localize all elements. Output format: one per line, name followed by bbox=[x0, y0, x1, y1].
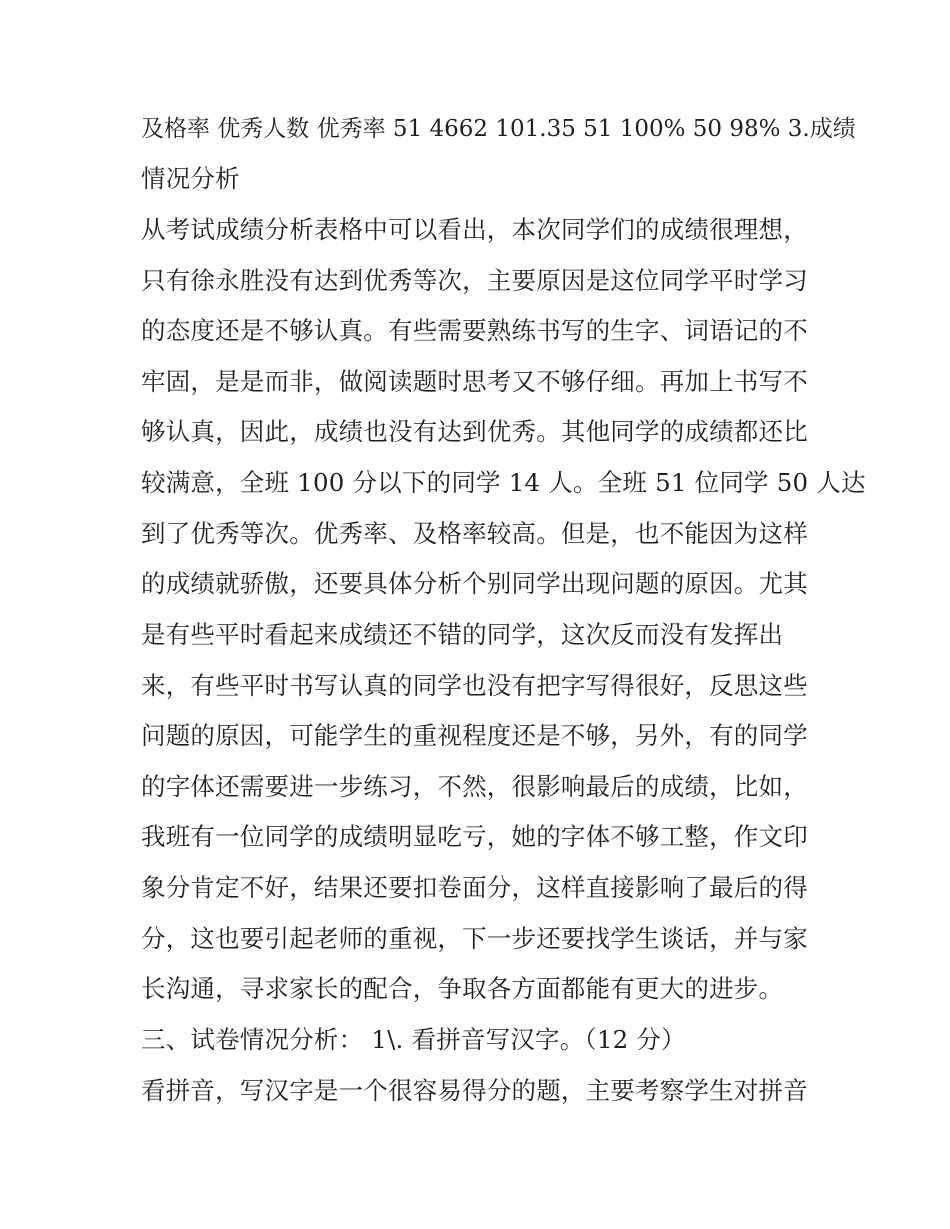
text-line: 象分肯定不好，结果还要扣卷面分，这样直接影响了最后的得 bbox=[141, 873, 808, 902]
text-line: 的态度还是不够认真。有些需要熟练书写的生字、词语记的不 bbox=[141, 316, 808, 345]
text-line: 到了优秀等次。优秀率、及格率较高。但是，也不能因为这样 bbox=[141, 519, 808, 548]
text-line: 问题的原因，可能学生的重视程度还是不够，另外，有的同学 bbox=[141, 721, 808, 750]
text-line: 的字体还需要进一步练习，不然，很影响最后的成绩，比如， bbox=[141, 772, 808, 801]
text-line: 我班有一位同学的成绩明显吃亏，她的字体不够工整，作文印 bbox=[141, 822, 808, 851]
text-line: 及格率 优秀人数 优秀率 51 4662 101.35 51 100% 50 98% 3.成绩 bbox=[141, 116, 856, 142]
text-line: 情况分析 bbox=[141, 164, 240, 193]
text-line: 够认真，因此，成绩也没有达到优秀。其他同学的成绩都还比 bbox=[141, 417, 808, 446]
section-heading: 三、试卷情况分析： 1\. 看拼音写汉字。（12 分） bbox=[141, 1025, 686, 1054]
text-line: 的成绩就骄傲，还要具体分析个别同学出现问题的原因。尤其 bbox=[141, 569, 808, 598]
text-line: 长沟通，寻求家长的配合，争取各方面都能有更大的进步。 bbox=[141, 974, 784, 1003]
text-line: 较满意，全班 100 分以下的同学 14 人。全班 51 位同学 50 人达 bbox=[141, 468, 866, 497]
text-line: 牢固，是是而非，做阅读题时思考又不够仔细。再加上书写不 bbox=[141, 367, 808, 396]
text-line: 只有徐永胜没有达到优秀等次，主要原因是这位同学平时学习 bbox=[141, 266, 808, 295]
text-line: 从考试成绩分析表格中可以看出，本次同学们的成绩很理想， bbox=[141, 215, 808, 244]
text-line: 来，有些平时书写认真的同学也没有把字写得很好，反思这些 bbox=[141, 671, 808, 700]
text-line: 看拼音，写汉字是一个很容易得分的题，主要考察学生对拼音 bbox=[141, 1076, 808, 1105]
text-line: 分，这也要引起老师的重视，下一步还要找学生谈话，并与家 bbox=[141, 924, 808, 953]
text-line: 是有些平时看起来成绩还不错的同学，这次反而没有发挥出 bbox=[141, 620, 784, 649]
